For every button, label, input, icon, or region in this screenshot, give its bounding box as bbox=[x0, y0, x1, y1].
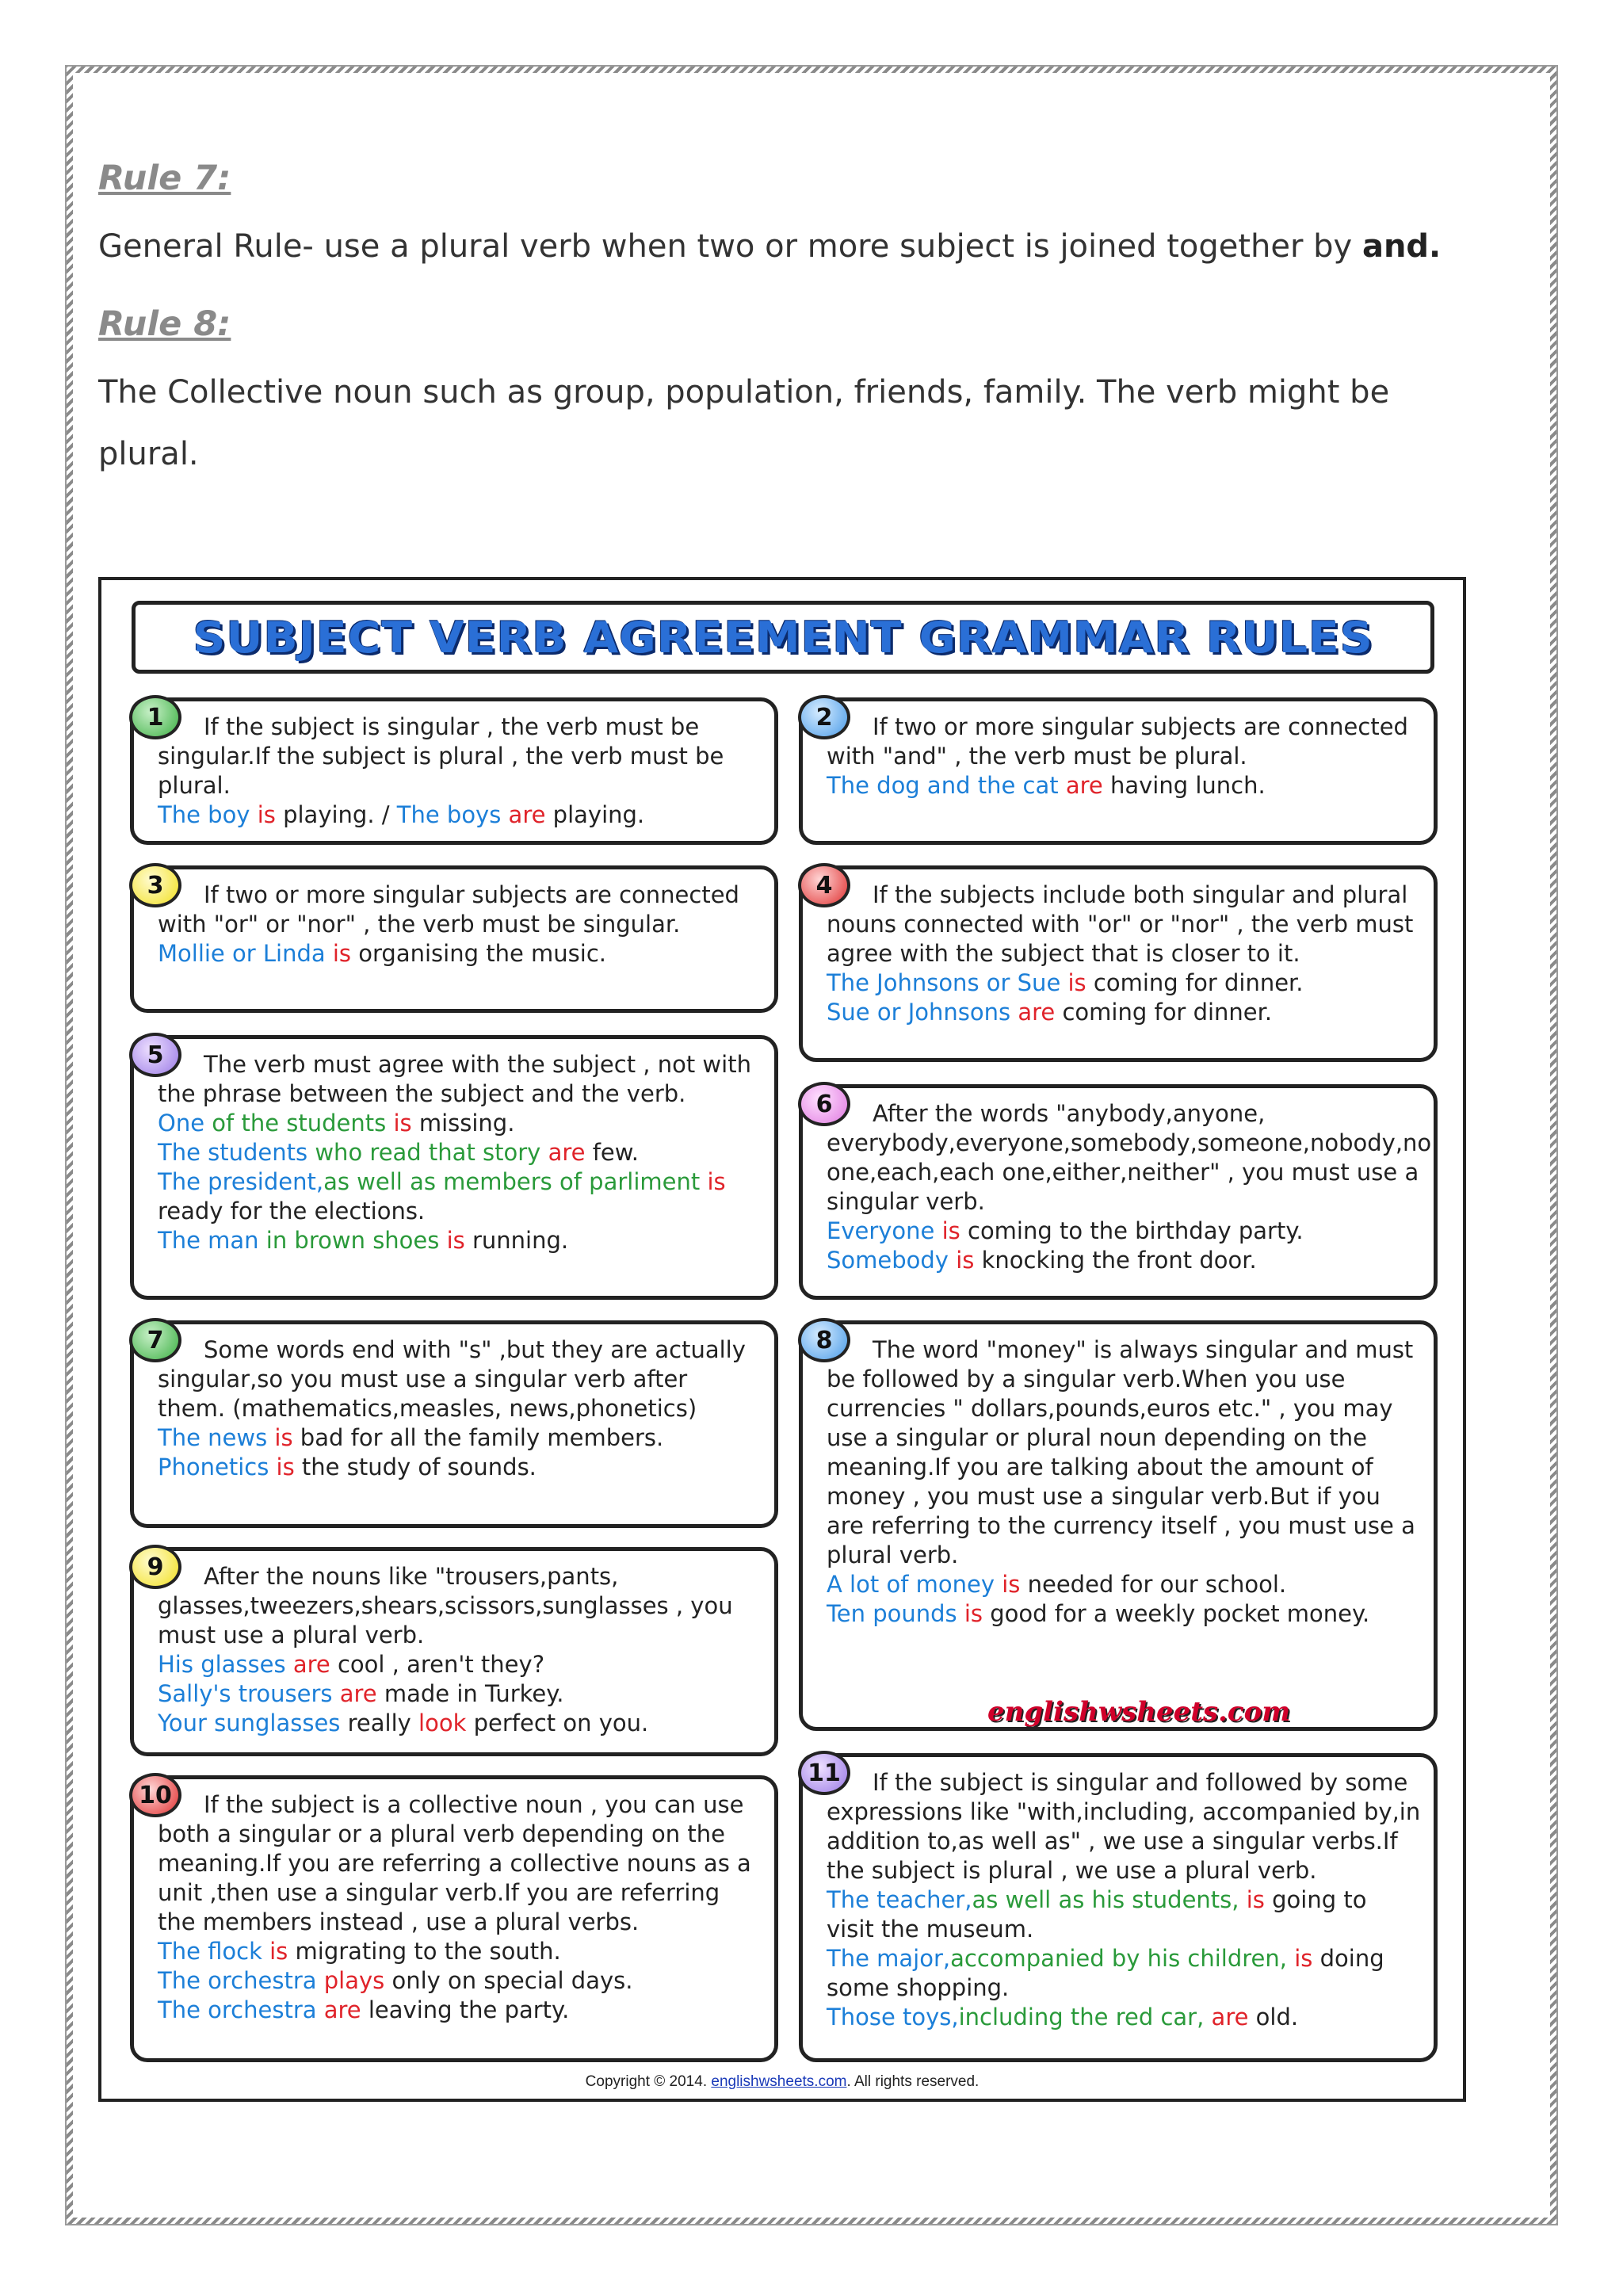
example-segment: is bbox=[269, 1938, 288, 1965]
example-segment: is bbox=[274, 1424, 293, 1451]
example-segment: as well as members of parliment bbox=[323, 1168, 708, 1195]
rule-card-3 bbox=[130, 865, 778, 1013]
example-segment: as well as his students, bbox=[972, 1886, 1247, 1913]
example-segment: is bbox=[393, 1110, 412, 1137]
example-segment: The major, bbox=[827, 1945, 951, 1972]
example-segment: playing. / bbox=[275, 801, 397, 828]
rule-card-text: The verb must agree with the subject , not with the phrase between the subject and the verb. bbox=[158, 1051, 751, 1107]
example-sentence bbox=[158, 1109, 762, 1138]
copyright-prefix: Copyright © 2014. bbox=[585, 2073, 712, 2090]
rule-card-text: If the subject is singular , the verb must be singular.If the subject is plural , the verb must be plural. bbox=[158, 713, 724, 799]
example-sentence bbox=[158, 1679, 762, 1709]
example-segment: The teacher, bbox=[827, 1886, 972, 1913]
watermark: englishwsheets.com bbox=[987, 1696, 1291, 1728]
example-segment: really bbox=[347, 1710, 419, 1736]
example-segment: are bbox=[1211, 2004, 1249, 2030]
example-segment: ready for the elections. bbox=[158, 1198, 426, 1224]
rule-card-7 bbox=[130, 1320, 778, 1528]
example-segment: Your sunglasses bbox=[158, 1710, 348, 1736]
example-segment: few. bbox=[585, 1139, 640, 1166]
example-segment: of the students bbox=[212, 1110, 394, 1137]
example-segment: made in Turkey. bbox=[376, 1680, 564, 1707]
example-segment: playing. bbox=[545, 801, 645, 828]
rule-card-text: After the nouns like "trousers,pants, glasses,tweezers,shears,scissors,sunglasses , you must use a plural verb. bbox=[158, 1563, 733, 1648]
copyright-suffix: . All rights reserved. bbox=[846, 2073, 980, 2090]
example-segment: including the red car, bbox=[958, 2004, 1212, 2030]
example-segment: is bbox=[446, 1227, 465, 1254]
rule-card-text: If two or more singular subjects are connected with "and" , the verb must be plural. bbox=[827, 713, 1408, 770]
rule-number-badge: 7 bbox=[129, 1318, 181, 1362]
rule-card-text: After the words "anybody,anyone, everybody,everyone,somebody,someone,nobody,no one,each,each one,either,neither" , you must use a singular verb. bbox=[827, 1100, 1432, 1215]
rule-card-9 bbox=[130, 1547, 778, 1756]
example-segment: perfect on you. bbox=[466, 1710, 649, 1736]
example-segment: One bbox=[158, 1110, 212, 1137]
example-segment: The boys bbox=[396, 801, 509, 828]
example-segment: The orchestra bbox=[158, 1996, 324, 2023]
example-sentence bbox=[158, 1138, 762, 1167]
rule-card-6 bbox=[799, 1084, 1438, 1300]
worksheet-title-box bbox=[132, 601, 1434, 674]
example-segment: are bbox=[1065, 772, 1103, 799]
rule-number-badge: 11 bbox=[798, 1751, 850, 1795]
example-segment: Sue or Johnsons bbox=[827, 999, 1018, 1026]
example-sentence bbox=[158, 939, 762, 968]
rule-number-badge: 2 bbox=[798, 695, 850, 739]
example-segment: accompanied by his children, bbox=[950, 1945, 1295, 1972]
example-segment: coming for dinner. bbox=[1086, 969, 1304, 996]
example-segment: knocking the front door. bbox=[974, 1247, 1257, 1274]
example-segment: missing. bbox=[411, 1110, 515, 1137]
example-segment: is bbox=[956, 1247, 975, 1274]
example-segment: Everyone bbox=[827, 1217, 942, 1244]
rule-card-2 bbox=[799, 697, 1438, 845]
example-sentence bbox=[158, 1709, 762, 1738]
rule-7-heading: Rule 7: bbox=[98, 159, 231, 198]
example-segment: bad for all the family members. bbox=[292, 1424, 664, 1451]
rule-number-badge: 9 bbox=[129, 1545, 181, 1589]
example-segment: is bbox=[941, 1217, 960, 1244]
rule-card-10 bbox=[130, 1775, 778, 2062]
example-sentence bbox=[158, 1937, 762, 1966]
example-segment: The dog and the cat bbox=[827, 772, 1066, 799]
example-sentence bbox=[827, 2003, 1421, 2032]
example-segment: look bbox=[418, 1710, 467, 1736]
rule-card-text: Some words end with "s" ,but they are actually singular,so you must use a singular verb after them. (mathematics,measles, news,phonetics) bbox=[158, 1336, 746, 1422]
rule-number-badge: 5 bbox=[129, 1033, 181, 1077]
example-segment: is bbox=[1002, 1571, 1021, 1598]
example-segment: are bbox=[508, 801, 546, 828]
example-segment: old. bbox=[1248, 2004, 1299, 2030]
rule-card-4 bbox=[799, 865, 1438, 1062]
example-segment: are bbox=[1018, 999, 1056, 1026]
rule-card-text: If the subjects include both singular and plural nouns connected with "or" or "nor" , the verb must agree with the subject that is closer to it. bbox=[827, 881, 1414, 967]
rule-8-text: The Collective noun such as group, population, friends, family. The verb might be plural. bbox=[98, 374, 1390, 472]
example-segment: is bbox=[1246, 1886, 1265, 1913]
rule-number-badge: 10 bbox=[129, 1773, 181, 1817]
rule-number-badge: 3 bbox=[129, 863, 181, 907]
example-sentence bbox=[827, 1599, 1421, 1629]
rule-card-text: If the subject is singular and followed by some expressions like "with,including, accompanied by,in addition to,as well as" , we use a singular verbs.If the subject is plural , we use a plural verb. bbox=[827, 1769, 1421, 1884]
example-segment: leaving the party. bbox=[361, 1996, 570, 2023]
example-segment: The orchestra bbox=[158, 1967, 324, 1994]
example-segment: is bbox=[332, 940, 352, 967]
example-segment: is bbox=[276, 1454, 295, 1480]
rule-card-text: If two or more singular subjects are connected with "or" or "nor" , the verb must be singular. bbox=[158, 881, 739, 938]
example-segment: plays bbox=[323, 1967, 385, 1994]
example-segment: The Johnsons or Sue bbox=[827, 969, 1068, 996]
rule-card-11 bbox=[799, 1753, 1438, 2062]
example-sentence bbox=[158, 1996, 762, 2025]
example-segment: coming to the birthday party. bbox=[960, 1217, 1304, 1244]
example-segment: is bbox=[1294, 1945, 1313, 1972]
rule-7-text bbox=[98, 216, 1525, 277]
rule-number-badge: 4 bbox=[798, 863, 850, 907]
example-segment: only on special days. bbox=[384, 1967, 633, 1994]
example-segment: The president, bbox=[158, 1168, 324, 1195]
example-segment: are bbox=[292, 1651, 330, 1678]
example-segment: is bbox=[1067, 969, 1086, 996]
example-segment: are bbox=[323, 1996, 361, 2023]
example-sentence bbox=[827, 771, 1421, 800]
example-sentence bbox=[158, 800, 762, 830]
rule-card-1 bbox=[130, 697, 778, 845]
example-segment: needed for our school. bbox=[1020, 1571, 1287, 1598]
worksheet-image bbox=[98, 577, 1466, 2102]
rule-card-text: If the subject is a collective noun , you can use both a singular or a plural verb depending on the meaning.If you are referring a collective nouns as a unit ,then use a singular verb.If you are referring the members instead , use a plural verbs. bbox=[158, 1791, 751, 1935]
example-segment: The flock bbox=[158, 1938, 270, 1965]
rule-7-body: General Rule- use a plural verb when two or more subject is joined together by bbox=[98, 228, 1362, 265]
example-segment: is bbox=[707, 1168, 726, 1195]
rule-7-emphasis: and. bbox=[1361, 228, 1442, 265]
example-segment: The man bbox=[158, 1227, 266, 1254]
example-sentence bbox=[158, 1453, 762, 1482]
example-segment: running. bbox=[464, 1227, 569, 1254]
example-segment: going to visit the museum. bbox=[827, 1886, 1367, 1943]
rule-number-badge: 6 bbox=[798, 1082, 850, 1126]
example-segment: is bbox=[964, 1600, 983, 1627]
example-sentence bbox=[827, 1885, 1421, 1944]
rule-card-8 bbox=[799, 1320, 1438, 1731]
example-segment: are bbox=[339, 1680, 377, 1707]
rule-card-text: The word "money" is always singular and must be followed by a singular verb.When you use currencies " dollars,pounds,euros etc." , you may use a singular or plural noun depending on the meaning.If you are talking about the amount of money , you must use a singular verb.But if you are referring to the currency itself , you must use a plural verb. bbox=[827, 1336, 1415, 1568]
rule-card-5 bbox=[130, 1035, 778, 1300]
example-sentence bbox=[827, 1246, 1421, 1275]
example-segment: Sally's trousers bbox=[158, 1680, 340, 1707]
example-segment: Somebody bbox=[827, 1247, 957, 1274]
example-segment: is bbox=[257, 801, 276, 828]
worksheet-title: SUBJECT VERB AGREEMENT GRAMMAR RULES bbox=[193, 612, 1373, 663]
example-segment: migrating to the south. bbox=[288, 1938, 561, 1965]
example-sentence bbox=[158, 1423, 762, 1453]
example-segment: Ten pounds bbox=[827, 1600, 964, 1627]
example-sentence bbox=[827, 1944, 1421, 2003]
example-segment: doing some shopping. bbox=[827, 1945, 1384, 2001]
example-segment: organising the music. bbox=[351, 940, 606, 967]
example-segment: Those toys, bbox=[827, 2004, 959, 2030]
example-segment: The news bbox=[158, 1424, 275, 1451]
example-segment: His glasses bbox=[158, 1651, 293, 1678]
example-sentence bbox=[827, 998, 1421, 1027]
rule-8-heading: Rule 8: bbox=[98, 304, 231, 344]
example-segment: cool , aren't they? bbox=[330, 1651, 545, 1678]
copyright-line bbox=[101, 2073, 1463, 2091]
example-sentence bbox=[827, 1217, 1421, 1246]
example-segment: good for a weekly pocket money. bbox=[983, 1600, 1370, 1627]
example-segment: A lot of money bbox=[827, 1571, 1002, 1598]
copyright-link[interactable]: englishwsheets.com bbox=[711, 2073, 847, 2090]
rule-number-badge: 1 bbox=[129, 695, 181, 739]
example-segment: in brown shoes bbox=[265, 1227, 447, 1254]
example-segment: are bbox=[548, 1139, 586, 1166]
example-segment: The students bbox=[158, 1139, 315, 1166]
example-segment: having lunch. bbox=[1102, 772, 1266, 799]
rule-number-badge: 8 bbox=[798, 1318, 850, 1362]
example-sentence bbox=[158, 1167, 762, 1226]
example-segment: who read that story bbox=[315, 1139, 548, 1166]
example-segment: the study of sounds. bbox=[294, 1454, 537, 1480]
example-segment: The boy bbox=[158, 801, 258, 828]
example-sentence bbox=[158, 1650, 762, 1679]
example-sentence bbox=[158, 1966, 762, 1996]
example-segment: Phonetics bbox=[158, 1454, 277, 1480]
example-sentence bbox=[827, 1570, 1421, 1599]
example-segment: coming for dinner. bbox=[1055, 999, 1273, 1026]
example-sentence bbox=[158, 1226, 762, 1255]
example-sentence bbox=[827, 968, 1421, 998]
example-segment: Mollie or Linda bbox=[158, 940, 333, 967]
